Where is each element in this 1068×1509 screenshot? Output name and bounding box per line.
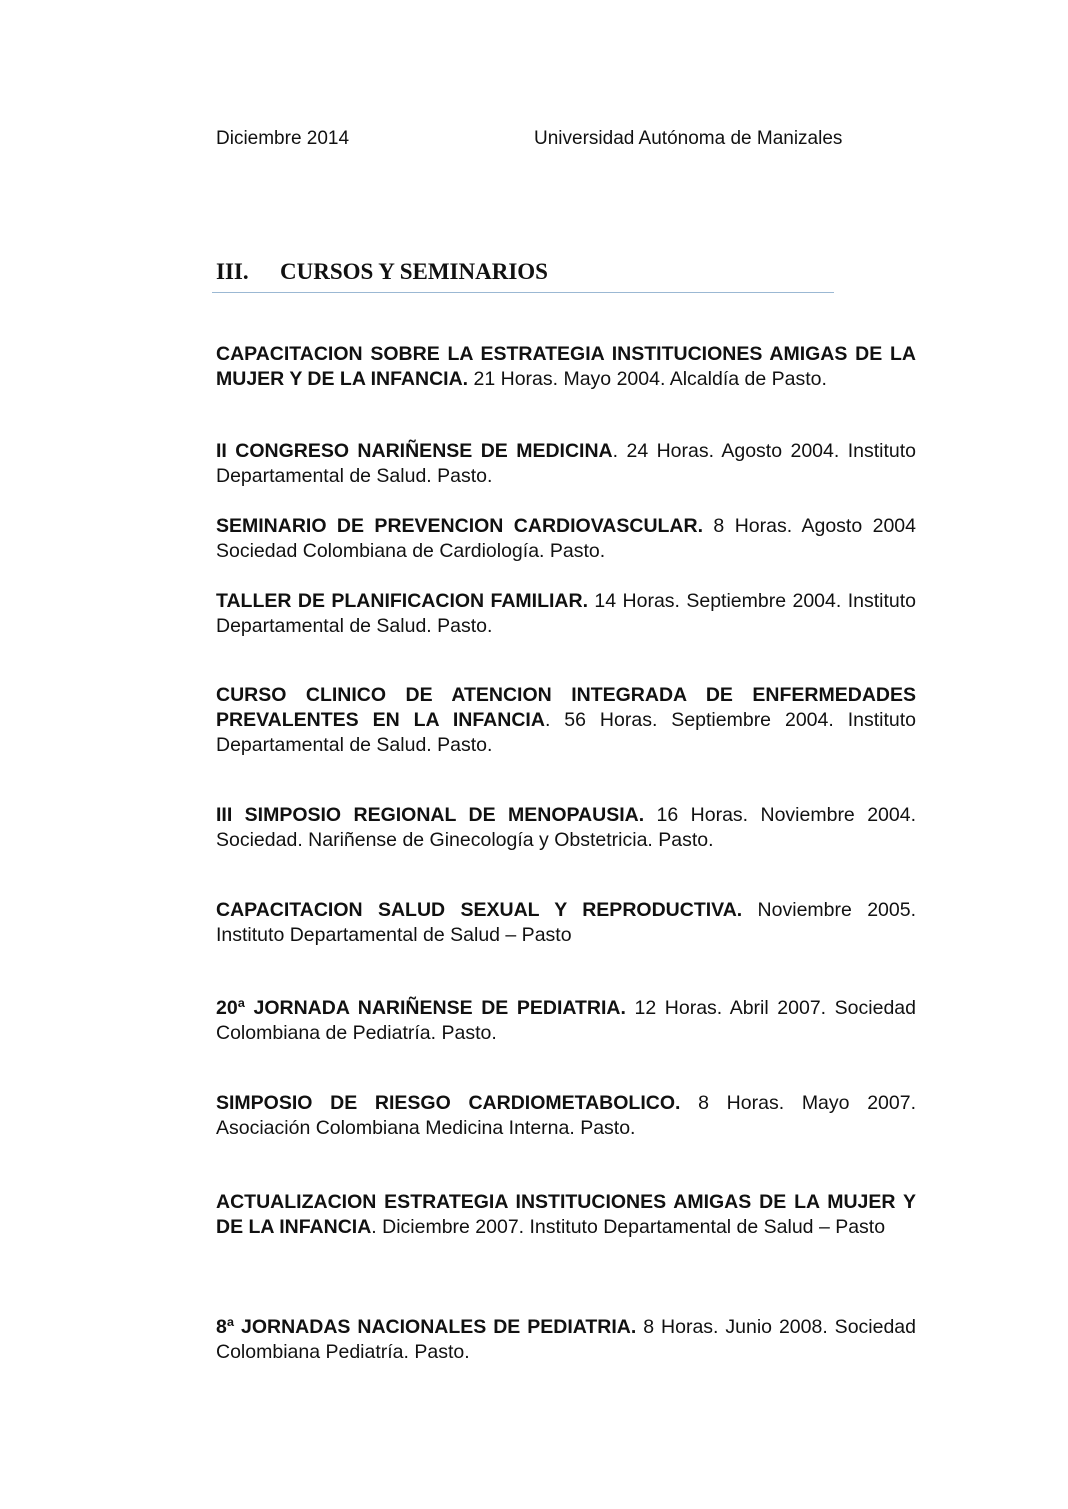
course-details: 16 Horas. Noviembre 2004. Sociedad. Nariñense de Ginecología y Obstetricia. Pasto.	[216, 804, 916, 851]
section-divider	[212, 292, 834, 293]
course-details: Noviembre 2005. Instituto Departamental de Salud – Pasto	[216, 899, 916, 946]
course-details: 21 Horas. Mayo 2004. Alcaldía de Pasto.	[468, 368, 827, 390]
course-entry	[216, 439, 916, 489]
course-details: . 24 Horas. Agosto 2004. Instituto Departamental de Salud. Pasto.	[216, 440, 916, 487]
course-title: III SIMPOSIO REGIONAL DE MENOPAUSIA.	[216, 804, 645, 826]
course-entry	[216, 342, 916, 392]
course-entry	[216, 803, 916, 853]
course-title: CURSO CLINICO DE ATENCION INTEGRADA DE ENFERMEDADES PREVALENTES EN LA INFANCIA	[216, 684, 916, 731]
course-details: 12 Horas. Abril 2007. Sociedad Colombiana de Pediatría. Pasto.	[216, 997, 916, 1044]
course-entry	[216, 1091, 916, 1141]
header-date: Diciembre 2014	[216, 128, 350, 149]
course-details: 8 Horas. Junio 2008. Sociedad Colombiana Pediatría. Pasto.	[216, 1316, 916, 1363]
course-details: 8 Horas. Agosto 2004 Sociedad Colombiana de Cardiología. Pasto.	[216, 515, 916, 562]
course-entry	[216, 589, 916, 639]
course-title: II CONGRESO NARIÑENSE DE MEDICINA	[216, 440, 613, 462]
section-title: CURSOS Y SEMINARIOS	[280, 259, 548, 284]
course-details: 14 Horas. Septiembre 2004. Instituto Departamental de Salud. Pasto.	[216, 590, 916, 637]
section-number: III.	[216, 259, 249, 284]
course-details: . 56 Horas. Septiembre 2004. Instituto Departamental de Salud. Pasto.	[216, 709, 916, 756]
course-entry	[216, 996, 916, 1046]
course-entry	[216, 683, 916, 758]
course-title: 8ª JORNADAS NACIONALES DE PEDIATRIA.	[216, 1316, 637, 1338]
course-title: TALLER DE PLANIFICACION FAMILIAR.	[216, 590, 589, 612]
course-title: ACTUALIZACION ESTRATEGIA INSTITUCIONES AMIGAS DE LA MUJER Y DE LA INFANCIA	[216, 1191, 916, 1238]
course-title: CAPACITACION SOBRE LA ESTRATEGIA INSTITUCIONES AMIGAS DE LA MUJER Y DE LA INFANCIA.	[216, 343, 916, 390]
course-details: . Diciembre 2007. Instituto Departamental de Salud – Pasto	[371, 1216, 886, 1238]
course-title: SIMPOSIO DE RIESGO CARDIOMETABOLICO.	[216, 1092, 681, 1114]
course-entry	[216, 514, 916, 564]
course-entry	[216, 898, 916, 948]
course-title: CAPACITACION SALUD SEXUAL Y REPRODUCTIVA.	[216, 899, 743, 921]
header-institution: Universidad Autónoma de Manizales	[534, 128, 843, 149]
course-title: SEMINARIO DE PREVENCION CARDIOVASCULAR.	[216, 515, 704, 537]
course-title: 20ª JORNADA NARIÑENSE DE PEDIATRIA.	[216, 997, 626, 1019]
section-heading	[216, 257, 836, 287]
course-details: 8 Horas. Mayo 2007. Asociación Colombiana Medicina Interna. Pasto.	[216, 1092, 916, 1139]
course-entry	[216, 1315, 916, 1365]
course-entry	[216, 1190, 916, 1240]
